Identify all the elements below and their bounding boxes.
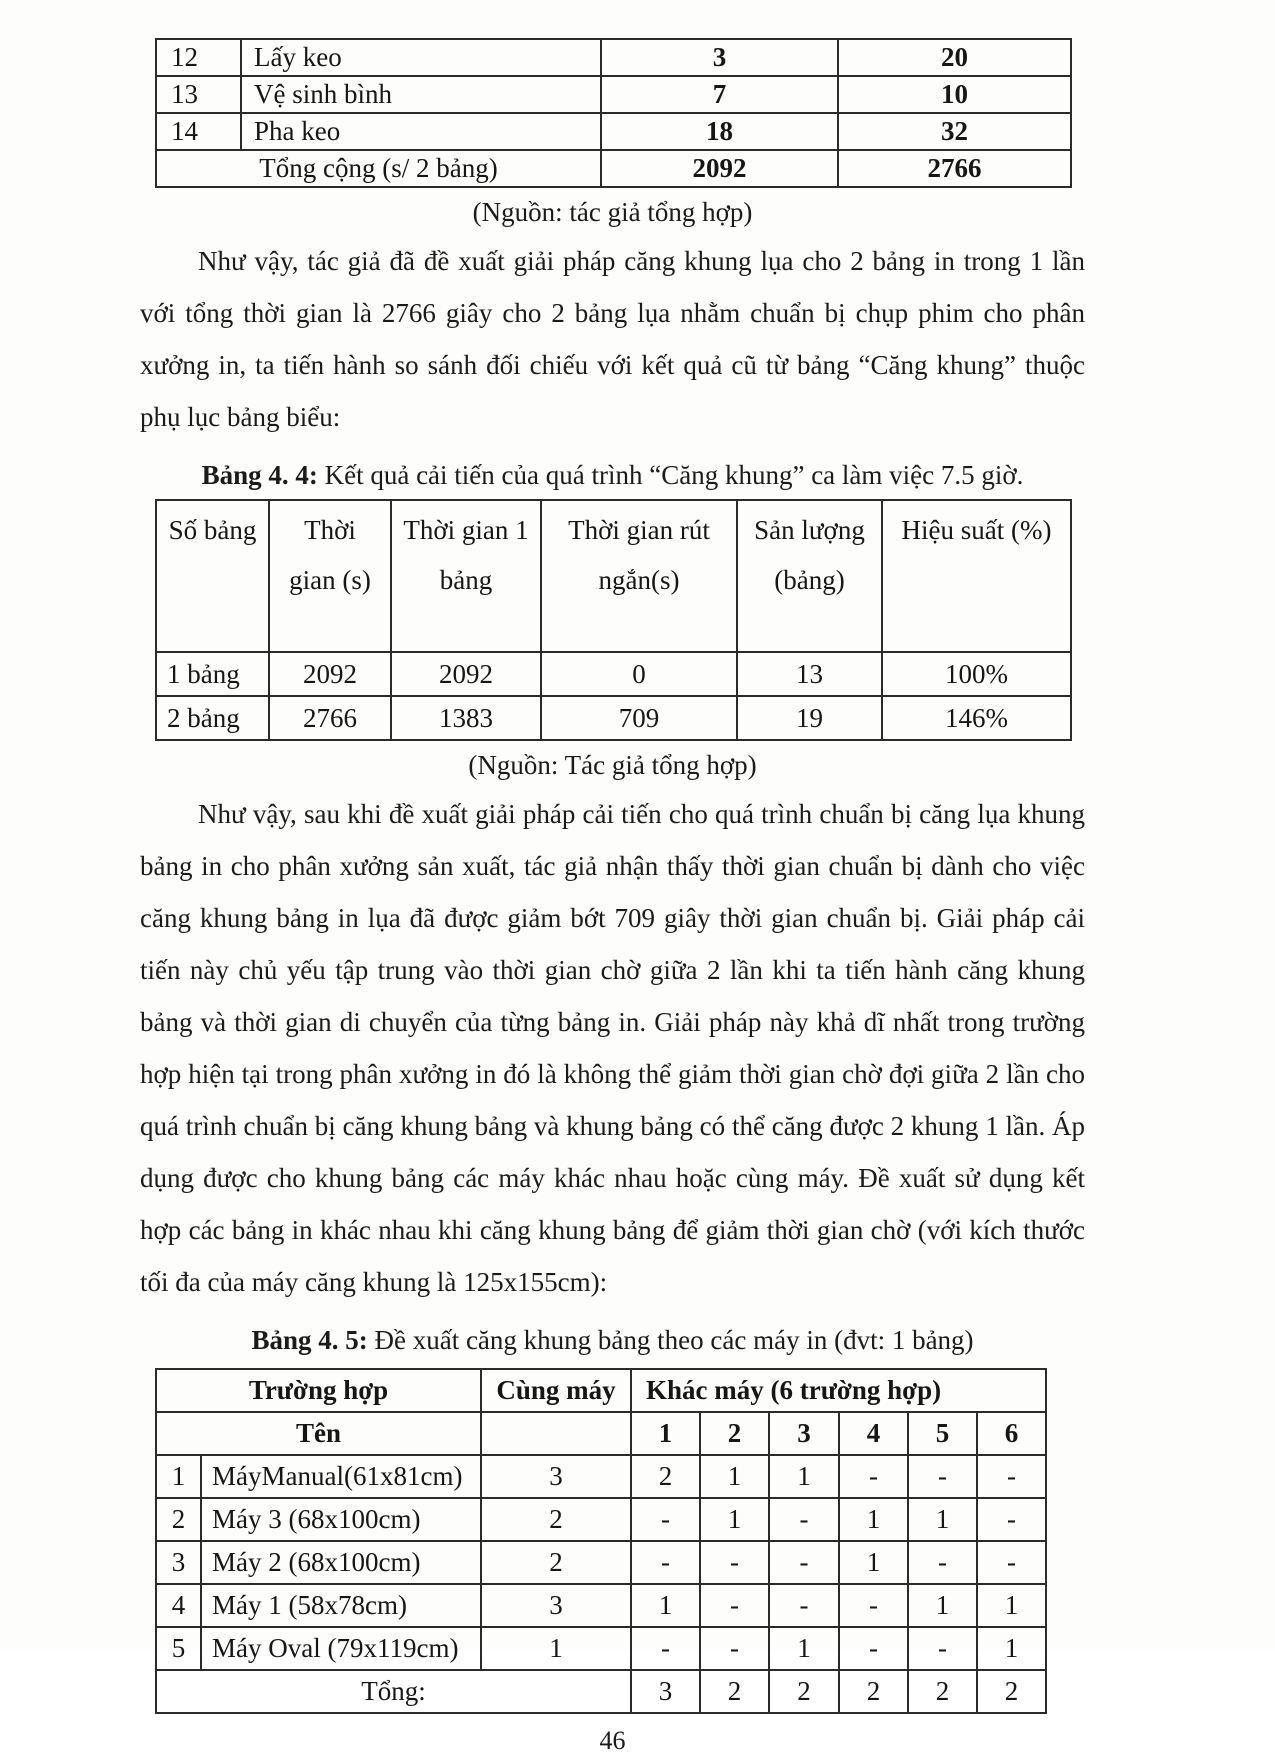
case-value: -: [908, 1541, 977, 1584]
case-value: 1: [908, 1498, 977, 1541]
table-total-row: [156, 1670, 1046, 1713]
table-row: [156, 76, 1071, 113]
cell: 2092: [269, 652, 391, 696]
col-header: Thời gian 1 bảng: [391, 500, 541, 652]
same-machine-value: 3: [481, 1584, 631, 1627]
col-header-6: 6: [977, 1412, 1046, 1455]
value-2: 10: [838, 76, 1071, 113]
total-label: Tổng cộng (s/ 2 bảng): [156, 150, 601, 187]
case-value: 1: [839, 1541, 908, 1584]
case-value: -: [769, 1584, 839, 1627]
value-2: 32: [838, 113, 1071, 150]
header-row: [156, 1412, 1046, 1455]
row-number: 13: [156, 76, 241, 113]
value-1: 18: [601, 113, 838, 150]
case-value: -: [839, 1584, 908, 1627]
case-value: -: [769, 1498, 839, 1541]
table-caption-45: [140, 1318, 1085, 1362]
row-number: 1: [156, 1455, 201, 1498]
total-value: 2: [839, 1670, 908, 1713]
same-machine-value: 2: [481, 1498, 631, 1541]
row-number: 2: [156, 1498, 201, 1541]
cell: 1383: [391, 696, 541, 740]
case-value: 1: [631, 1584, 700, 1627]
case-value: -: [839, 1455, 908, 1498]
col-header-case: Trường hợp: [156, 1369, 481, 1412]
case-value: 1: [769, 1627, 839, 1670]
col-header: Thời gian rút ngắn(s): [541, 500, 737, 652]
case-value: -: [631, 1498, 700, 1541]
case-value: -: [769, 1541, 839, 1584]
results-table: [155, 499, 1072, 741]
row-number: 3: [156, 1541, 201, 1584]
value-1: 7: [601, 76, 838, 113]
case-value: -: [700, 1541, 769, 1584]
task-name: Pha keo: [241, 113, 601, 150]
header-row: [156, 1369, 1046, 1412]
col-header-2: 2: [700, 1412, 769, 1455]
case-value: 2: [631, 1455, 700, 1498]
cell: 19: [737, 696, 882, 740]
total-value: 2: [769, 1670, 839, 1713]
table-row: [156, 1541, 1046, 1584]
cell: 2 bảng: [156, 696, 269, 740]
table-total-row: [156, 150, 1071, 187]
col-header: Số bảng: [156, 500, 269, 652]
case-value: 1: [700, 1455, 769, 1498]
cell: 2766: [269, 696, 391, 740]
value-1: 3: [601, 39, 838, 76]
same-machine-value: 1: [481, 1627, 631, 1670]
task-name: Vệ sinh bình: [241, 76, 601, 113]
case-value: 1: [700, 1498, 769, 1541]
header-row: [156, 500, 1071, 652]
case-value: 1: [839, 1498, 908, 1541]
paragraph: Như vậy, tác giả đã đề xuất giải pháp căng khung lụa cho 2 bảng in trong 1 lần với tổng thời gian là 2766 giây cho 2 bảng lụa nhằm chuẩn bị chụp phim cho phân xưởng in, ta tiến hành so sánh đối chiếu với kết quả cũ từ bảng “Căng khung” thuộc phụ lục bảng biểu:: [140, 246, 1085, 432]
case-value: -: [977, 1498, 1046, 1541]
cell: 13: [737, 652, 882, 696]
case-value: -: [839, 1627, 908, 1670]
machine-name: Máy 3 (68x100cm): [201, 1498, 481, 1541]
case-value: 1: [908, 1584, 977, 1627]
col-header-name: Tên: [156, 1412, 481, 1455]
source-note: (Nguồn: tác giả tổng hợp): [472, 197, 753, 227]
col-header-diff-machine: Khác máy (6 trường hợp): [631, 1369, 1046, 1412]
row-number: 14: [156, 113, 241, 150]
caption-text: Đề xuất căng khung bảng theo các máy in (đvt: 1 bảng): [367, 1325, 974, 1355]
total-value-1: 2092: [601, 150, 838, 187]
caption-text: Kết quả cải tiến của quá trình “Căng khung” ca làm việc 7.5 giờ.: [317, 460, 1024, 490]
paragraph: Như vậy, sau khi đề xuất giải pháp cải tiến cho quá trình chuẩn bị căng lụa khung bảng in cho phân xưởng sản xuất, tác giả nhận thấy thời gian chuẩn bị dành cho việc căng khung bảng in lụa đã được giảm bớt 709 giây thời gian chuẩn bị. Giải pháp cải tiến này chủ yếu tập trung vào thời gian chờ giữa 2 lần khi ta tiến hành căng khung bảng và thời gian di chuyển của từng bảng in. Giải pháp này khả dĩ nhất trong trường hợp hiện tại trong phân xưởng in đó là không thể giảm thời gian chờ đợi giữa 2 lần cho quá trình chuẩn bị căng khung bảng và khung bảng có thể căng được 2 khung 1 lần. Áp dụng được cho khung bảng các máy khác nhau hoặc cùng máy. Đề xuất sử dụng kết hợp các bảng in khác nhau khi căng khung bảng để giảm thời gian chờ (với kích thước tối đa của máy căng khung là 125x155cm):: [140, 799, 1085, 1297]
case-value: -: [631, 1627, 700, 1670]
machine-name: Máy 1 (58x78cm): [201, 1584, 481, 1627]
cell: 146%: [882, 696, 1071, 740]
table-row: [156, 696, 1071, 740]
cell: 100%: [882, 652, 1071, 696]
col-header-4: 4: [839, 1412, 908, 1455]
case-value: -: [700, 1627, 769, 1670]
table-row: [156, 1584, 1046, 1627]
same-machine-value: 3: [481, 1455, 631, 1498]
col-header: Thời gian (s): [269, 500, 391, 652]
case-value: -: [977, 1541, 1046, 1584]
same-machine-value: 2: [481, 1541, 631, 1584]
case-value: -: [700, 1584, 769, 1627]
col-header: Sản lượng (bảng): [737, 500, 882, 652]
total-value: 2: [977, 1670, 1046, 1713]
value-2: 20: [838, 39, 1071, 76]
table-row: [156, 1498, 1046, 1541]
workstep-table: [155, 38, 1072, 188]
table-row: [156, 1455, 1046, 1498]
machine-name: MáyManual(61x81cm): [201, 1455, 481, 1498]
col-header-blank: [481, 1412, 631, 1455]
col-header-3: 3: [769, 1412, 839, 1455]
cell: 0: [541, 652, 737, 696]
row-number: 5: [156, 1627, 201, 1670]
cell: 709: [541, 696, 737, 740]
case-value: -: [977, 1455, 1046, 1498]
machine-table: [155, 1368, 1047, 1714]
machine-name: Máy Oval (79x119cm): [201, 1627, 481, 1670]
page-number: 46: [599, 1726, 626, 1755]
caption-label: Bảng 4. 5:: [251, 1325, 368, 1355]
case-value: -: [631, 1541, 700, 1584]
machine-name: Máy 2 (68x100cm): [201, 1541, 481, 1584]
col-header-1: 1: [631, 1412, 700, 1455]
col-header: Hiệu suất (%): [882, 500, 1071, 652]
total-label: Tổng:: [156, 1670, 631, 1713]
cell: 1 bảng: [156, 652, 269, 696]
total-value: 3: [631, 1670, 700, 1713]
row-number: 4: [156, 1584, 201, 1627]
task-name: Lấy keo: [241, 39, 601, 76]
case-value: -: [908, 1455, 977, 1498]
case-value: 1: [769, 1455, 839, 1498]
table-row: [156, 652, 1071, 696]
caption-label: Bảng 4. 4:: [201, 460, 318, 490]
cell: 2092: [391, 652, 541, 696]
total-value-2: 2766: [838, 150, 1071, 187]
table-row: [156, 1627, 1046, 1670]
case-value: -: [908, 1627, 977, 1670]
table-row: [156, 39, 1071, 76]
row-number: 12: [156, 39, 241, 76]
col-header-5: 5: [908, 1412, 977, 1455]
case-value: 1: [977, 1584, 1046, 1627]
case-value: 1: [977, 1627, 1046, 1670]
total-value: 2: [908, 1670, 977, 1713]
table-row: [156, 113, 1071, 150]
table-caption-44: [140, 453, 1085, 497]
total-value: 2: [700, 1670, 769, 1713]
source-note: (Nguồn: Tác giả tổng hợp): [468, 750, 757, 780]
col-header-same-machine: Cùng máy: [481, 1369, 631, 1412]
